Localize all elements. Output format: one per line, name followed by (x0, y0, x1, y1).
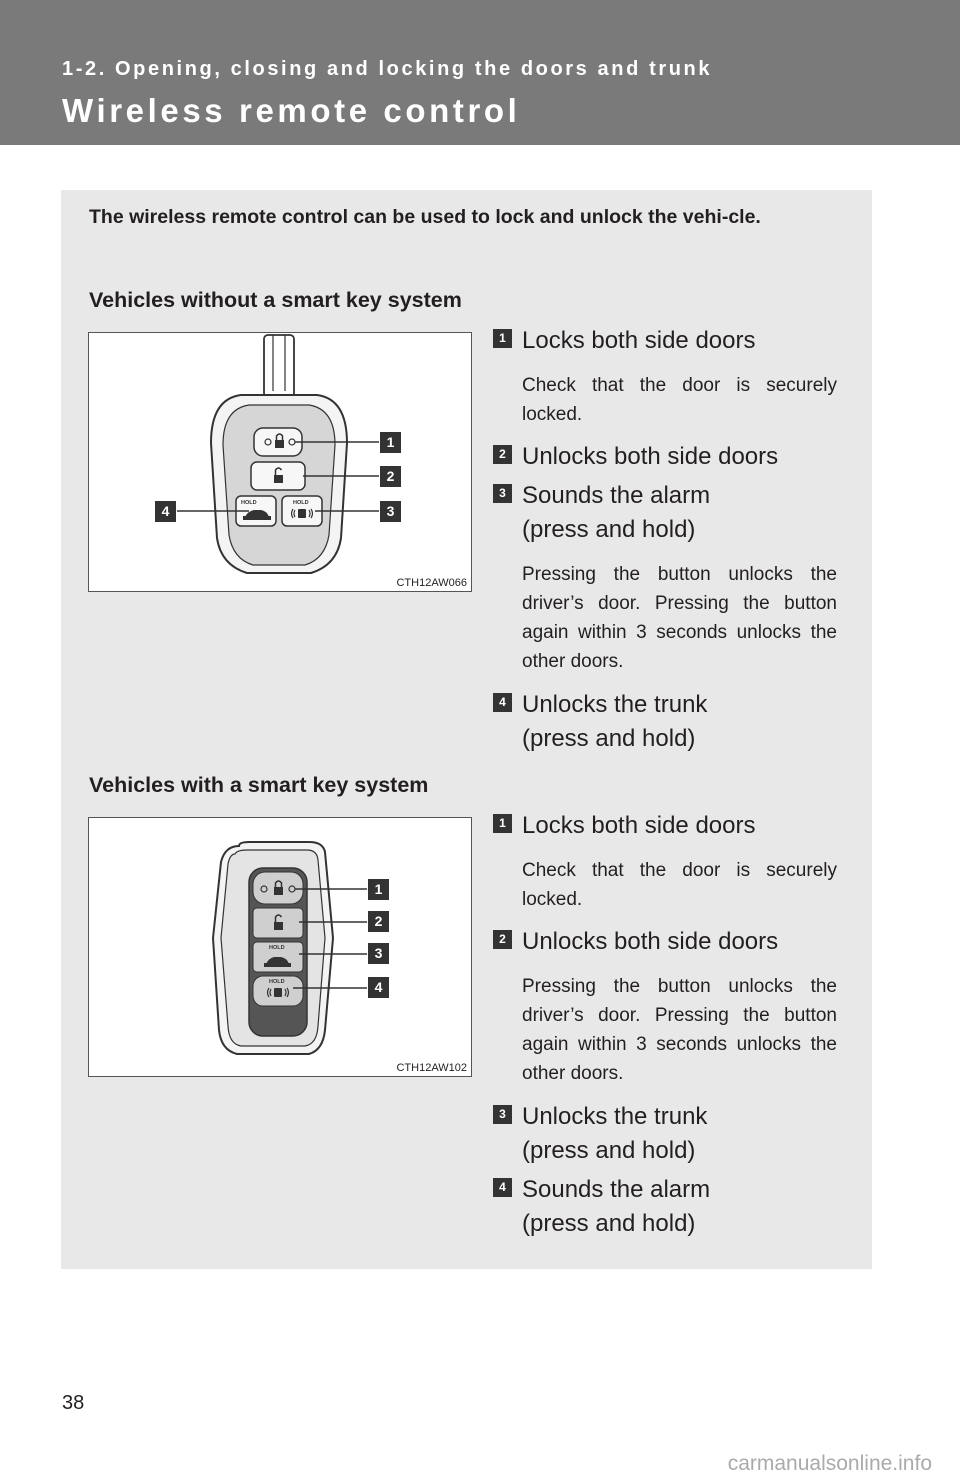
figure-key-with-smart-key (88, 817, 472, 1077)
figure-key-without-smart-key (88, 332, 472, 592)
page-title: Wireless remote control (62, 92, 521, 129)
key-fob-illustration (89, 333, 473, 593)
item-number-badge: 1 (493, 814, 512, 833)
item-description: Check that the door is securely locked. (522, 860, 837, 910)
svg-text:HOLD: HOLD (241, 500, 257, 506)
item-label: Unlocks both side doors (522, 928, 779, 955)
item-label-secondary: (press and hold) (522, 516, 696, 543)
subheading-without-smart-key: Vehicles without a smart key system (89, 288, 462, 312)
item-label: Locks both side doors (522, 812, 756, 839)
item-number-badge: 4 (493, 1178, 512, 1197)
item-description: Check that the door is securely locked. (522, 375, 837, 425)
item-number-badge: 3 (493, 1105, 512, 1124)
item-number-badge: 4 (493, 693, 512, 712)
page-number: 38 (62, 1392, 85, 1414)
section-heading: 1-2. Opening, closing and locking the doors and trunk (62, 58, 713, 80)
item-label: Unlocks the trunk (522, 691, 708, 718)
item-number-badge: 2 (493, 930, 512, 949)
item-label: Sounds the alarm (522, 482, 711, 509)
item-label-secondary: (press and hold) (522, 725, 696, 752)
item-label: Locks both side doors (522, 327, 756, 354)
figure-code: CTH12AW066 (396, 577, 467, 589)
svg-text:HOLD: HOLD (269, 945, 285, 951)
smart-key-illustration (89, 818, 473, 1078)
item-label-secondary: (press and hold) (522, 1137, 696, 1164)
callout-marker: 1 (374, 881, 383, 897)
item-label-secondary: (press and hold) (522, 1210, 696, 1237)
item-label: Unlocks both side doors (522, 443, 779, 470)
callout-marker: 3 (386, 503, 395, 519)
callout-marker: 2 (374, 913, 383, 929)
svg-text:HOLD: HOLD (269, 979, 285, 985)
figure-code: CTH12AW102 (396, 1062, 467, 1074)
callout-marker: 1 (386, 434, 395, 450)
subheading-with-smart-key: Vehicles with a smart key system (89, 773, 429, 797)
item-number-badge: 1 (493, 329, 512, 348)
item-label: Unlocks the trunk (522, 1103, 708, 1130)
header-bar (0, 0, 960, 145)
item-label: Sounds the alarm (522, 1176, 711, 1203)
item-description: Pressing the button unlocks the driver’s door. Pressing the button again within 3 seconds unlocks the other doors. (522, 976, 837, 1084)
item-description: Pressing the button unlocks the driver’s door. Pressing the button again within 3 seconds unlocks the other doors. (522, 564, 837, 672)
watermark-text: carmanualsonline.info (727, 1452, 932, 1475)
item-number-badge: 3 (493, 484, 512, 503)
callout-marker: 2 (386, 468, 395, 484)
item-number-badge: 2 (493, 445, 512, 464)
callout-marker: 3 (374, 945, 383, 961)
callout-marker: 4 (161, 503, 170, 519)
callout-marker: 4 (374, 979, 383, 995)
svg-text:HOLD: HOLD (293, 500, 309, 506)
intro-text: The wireless remote control can be used to lock and unlock the vehi-cle. (89, 206, 761, 228)
